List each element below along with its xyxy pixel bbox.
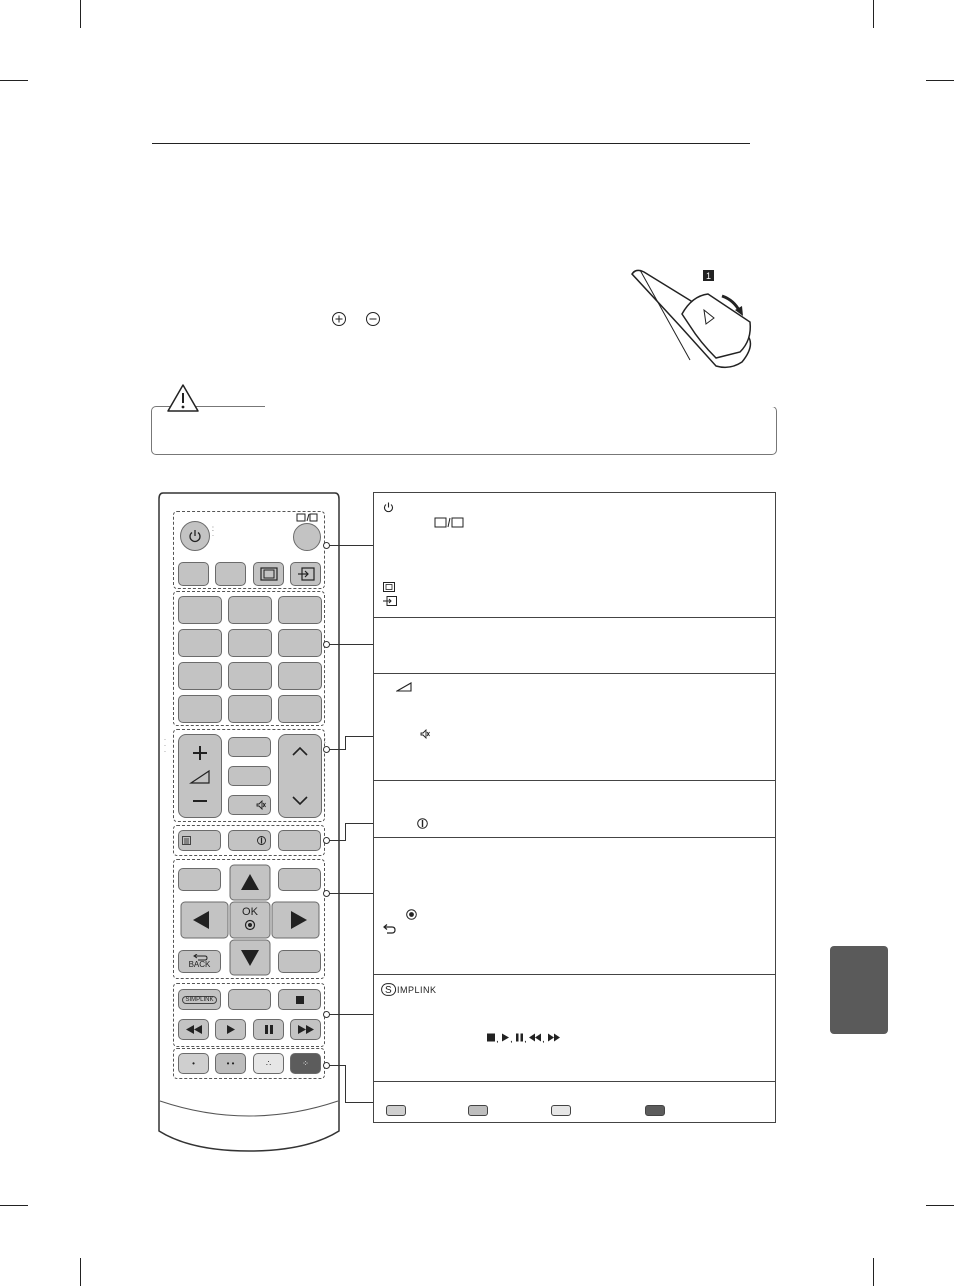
- leader-line: [345, 823, 346, 841]
- number-button[interactable]: [228, 596, 272, 624]
- fast-forward-button[interactable]: [290, 1019, 321, 1040]
- simplink-button[interactable]: [178, 989, 221, 1010]
- crop-mark: [873, 0, 874, 28]
- table-row-divider: [374, 1081, 775, 1082]
- tv-radio-icon: [434, 517, 464, 528]
- table-row-divider: [374, 673, 775, 674]
- chapter-tab: [830, 946, 888, 1034]
- chevron-up-down-icon: [279, 735, 321, 817]
- play-button[interactable]: [215, 1019, 246, 1040]
- blue-key-icon: [645, 1105, 665, 1116]
- leader-line: [327, 1014, 373, 1015]
- leader-dot: [323, 1062, 330, 1069]
- input-icon: [383, 596, 397, 606]
- red-key[interactable]: •: [178, 1053, 209, 1074]
- pause-icon: [265, 1025, 273, 1034]
- info-icon: [257, 836, 266, 845]
- stop-button[interactable]: [278, 989, 321, 1010]
- simplink-logo: [381, 983, 447, 996]
- table-row-divider: [374, 780, 775, 781]
- battery-minus-icon: [365, 311, 381, 327]
- leader-dot: [323, 1011, 330, 1018]
- battery-plus-icon: [331, 311, 347, 327]
- ratio-icon: [383, 582, 395, 592]
- input-button[interactable]: [290, 562, 321, 586]
- indicator-dots-icon: ⁚: [324, 739, 326, 745]
- blue-key[interactable]: ⁘: [290, 1053, 321, 1074]
- pause-button[interactable]: [253, 1019, 284, 1040]
- program-rocker[interactable]: [278, 734, 322, 818]
- stop-icon: [296, 996, 304, 1004]
- svg-text:,: ,: [542, 1034, 545, 1043]
- red-key-icon: [386, 1105, 406, 1116]
- playback-controls-icon: [487, 1032, 567, 1043]
- remote-button[interactable]: [228, 737, 271, 757]
- indicator-dots-icon: ⁚ ·: [212, 527, 214, 539]
- green-key[interactable]: • •: [215, 1053, 246, 1074]
- text-icon: [182, 836, 191, 845]
- mute-icon: [256, 800, 266, 810]
- ok-icon: [406, 909, 417, 920]
- leader-dot: [323, 746, 330, 753]
- input-icon: [297, 567, 315, 581]
- number-button[interactable]: [278, 662, 322, 690]
- play-icon: [227, 1025, 235, 1034]
- leader-dot: [323, 542, 330, 549]
- note-header-gap: [265, 406, 777, 407]
- text-button[interactable]: [178, 830, 221, 851]
- back-label: BACK: [188, 960, 211, 969]
- volume-rocker[interactable]: [178, 734, 222, 818]
- svg-text:,: ,: [524, 1034, 527, 1043]
- svg-text:,: ,: [510, 1034, 513, 1043]
- number-button[interactable]: [228, 662, 272, 690]
- volume-icon: [179, 735, 221, 817]
- fast-forward-icon: [298, 1025, 314, 1034]
- leader-line: [345, 1102, 373, 1103]
- leader-dot: [323, 641, 330, 648]
- table-row-divider: [374, 837, 775, 838]
- header-rule: [152, 143, 750, 144]
- number-button[interactable]: [278, 596, 322, 624]
- tv-radio-button[interactable]: [293, 523, 321, 551]
- crop-mark: [80, 0, 81, 28]
- mute-icon: [420, 729, 430, 739]
- volume-icon: [396, 682, 412, 692]
- remote-button[interactable]: [228, 766, 271, 786]
- crop-mark: [0, 80, 28, 81]
- info-icon: [417, 818, 428, 829]
- number-button[interactable]: [178, 629, 222, 657]
- svg-text:,: ,: [496, 1034, 499, 1043]
- power-icon: [383, 502, 394, 513]
- remote-button[interactable]: [178, 562, 209, 586]
- leader-line: [327, 545, 373, 546]
- number-button[interactable]: [278, 695, 322, 723]
- number-button[interactable]: [278, 629, 322, 657]
- rewind-icon: [186, 1025, 202, 1034]
- leader-line: [345, 1065, 346, 1103]
- indicator-dots-icon: · · ·: [164, 737, 166, 755]
- remote-button[interactable]: [228, 989, 271, 1010]
- crop-mark: [0, 1205, 28, 1206]
- dpad[interactable]: [180, 864, 320, 976]
- svg-text:S: S: [385, 985, 392, 996]
- green-key-icon: [468, 1105, 488, 1116]
- number-button[interactable]: [228, 695, 272, 723]
- ok-label: OK: [242, 906, 258, 918]
- crop-mark: [926, 1205, 954, 1206]
- number-button[interactable]: [178, 695, 222, 723]
- leader-dot: [323, 837, 330, 844]
- remote-button[interactable]: [278, 830, 321, 851]
- remote-button[interactable]: [215, 562, 246, 586]
- battery-cover-illustration: [630, 266, 765, 371]
- leader-line: [345, 736, 346, 750]
- power-icon: [188, 529, 202, 543]
- power-button[interactable]: [180, 521, 210, 551]
- leader-dot: [323, 890, 330, 897]
- mute-button[interactable]: [228, 795, 271, 815]
- yellow-key[interactable]: ∴: [253, 1053, 284, 1074]
- info-button[interactable]: [228, 830, 271, 851]
- table-row-divider: [374, 974, 775, 975]
- caution-triangle-icon: [166, 383, 200, 413]
- leader-line: [345, 736, 373, 737]
- yellow-key-icon: [551, 1105, 571, 1116]
- crop-mark: [80, 1258, 81, 1286]
- leader-line: [345, 823, 373, 824]
- table-row-divider: [374, 617, 775, 618]
- svg-text:1: 1: [705, 271, 712, 281]
- crop-mark: [926, 80, 954, 81]
- number-button[interactable]: [178, 596, 222, 624]
- back-arrow-icon: [382, 924, 396, 934]
- svg-text:IMPLINK: IMPLINK: [397, 985, 437, 995]
- number-button[interactable]: [178, 662, 222, 690]
- leader-line: [327, 644, 373, 645]
- ratio-icon: [260, 567, 278, 581]
- simplink-logo: SIMPLINK: [182, 996, 216, 1004]
- caution-note-box: [151, 406, 777, 455]
- button-description-table: [373, 492, 776, 1123]
- crop-mark: [873, 1258, 874, 1286]
- rewind-button[interactable]: [178, 1019, 209, 1040]
- number-button[interactable]: [228, 629, 272, 657]
- ratio-button[interactable]: [253, 562, 284, 586]
- tv-radio-icon: [296, 513, 318, 522]
- leader-line: [327, 893, 373, 894]
